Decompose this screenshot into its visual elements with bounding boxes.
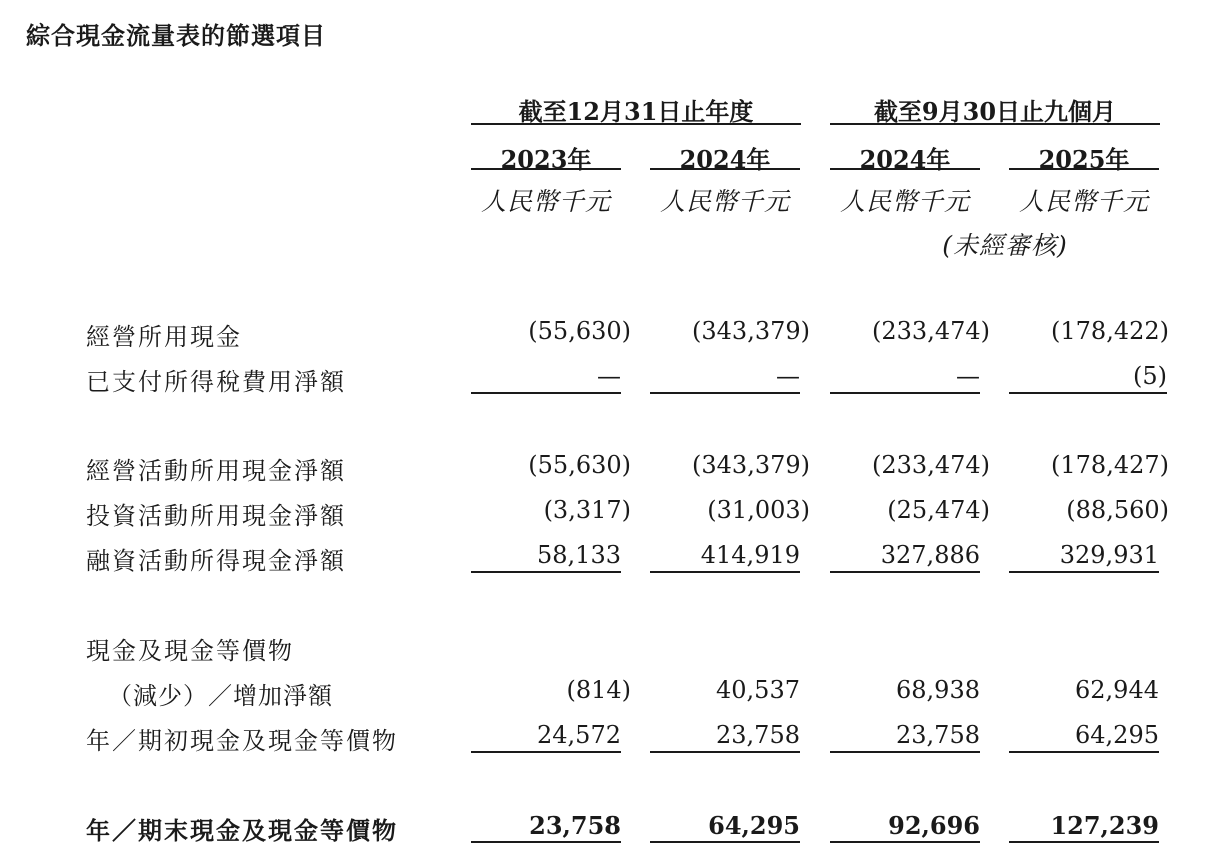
cell-value: —: [956, 362, 980, 390]
subtotal-underline: [650, 571, 800, 573]
unit-label: 人民幣千元: [1018, 187, 1149, 216]
cell-value: (31,003): [707, 496, 810, 524]
cell-value: (343,379): [692, 451, 810, 479]
cell-value: 64,295: [1075, 721, 1159, 749]
cell-value: 58,133: [537, 541, 621, 569]
year-underline: [650, 168, 800, 170]
total-underline: [830, 841, 980, 843]
unit-label: 人民幣千元: [839, 187, 970, 216]
cell-value: 24,572: [537, 721, 621, 749]
row-label: 經營活動所用現金淨額: [86, 457, 346, 485]
cell-value: —: [597, 362, 621, 390]
subtotal-underline: [471, 571, 621, 573]
group-underline: [830, 123, 1160, 125]
total-value: 64,295: [708, 811, 800, 840]
cell-value: (178,422): [1051, 317, 1169, 345]
cell-value: (88,560): [1066, 496, 1169, 524]
year-header: 2024年: [859, 145, 951, 174]
cell-value: 62,944: [1075, 676, 1159, 704]
unaudited-note: (未經審核): [942, 231, 1068, 260]
cell-value: (178,427): [1051, 451, 1169, 479]
row-label: 投資活動所用現金淨額: [86, 502, 346, 530]
subtotal-underline: [650, 392, 800, 394]
subtotal-underline: [1009, 392, 1167, 394]
cell-value: 68,938: [896, 676, 980, 704]
row-label: 已支付所得稅費用淨額: [86, 368, 346, 396]
total-underline: [650, 841, 800, 843]
unit-label: 人民幣千元: [659, 187, 790, 216]
cell-value: (25,474): [887, 496, 990, 524]
row-label: 現金及現金等價物: [86, 637, 294, 665]
total-row-label: 年／期末現金及現金等價物: [86, 816, 398, 845]
cell-value: (5): [1133, 362, 1167, 390]
subtotal-underline: [830, 571, 980, 573]
cell-value: 23,758: [716, 721, 800, 749]
subtotal-underline: [471, 392, 621, 394]
cell-value: (233,474): [872, 451, 990, 479]
group-header-full-year: 截至12月31日止年度: [518, 97, 754, 126]
cell-value: (814): [566, 676, 631, 704]
cell-value: (233,474): [872, 317, 990, 345]
year-underline: [471, 168, 621, 170]
cell-value: 23,758: [896, 721, 980, 749]
year-header: 2024年: [679, 145, 771, 174]
group-underline: [471, 123, 801, 125]
group-header-nine-months: 截至9月30日止九個月: [873, 97, 1117, 126]
subtotal-underline: [830, 751, 980, 753]
page-title: 綜合現金流量表的節選項目: [26, 21, 326, 50]
total-value: 127,239: [1050, 811, 1159, 840]
subtotal-underline: [1009, 571, 1159, 573]
year-header: 2023年: [500, 145, 592, 174]
cell-value: (55,630): [528, 451, 631, 479]
cell-value: 414,919: [700, 541, 800, 569]
year-underline: [1009, 168, 1159, 170]
year-underline: [830, 168, 980, 170]
cell-value: 327,886: [880, 541, 980, 569]
total-value: 23,758: [529, 811, 621, 840]
row-label: 經營所用現金: [86, 323, 242, 351]
cell-value: 329,931: [1059, 541, 1159, 569]
cell-value: —: [776, 362, 800, 390]
cell-value: 40,537: [716, 676, 800, 704]
unit-label: 人民幣千元: [480, 187, 611, 216]
cell-value: (55,630): [528, 317, 631, 345]
subtotal-underline: [650, 751, 800, 753]
year-header: 2025年: [1038, 145, 1130, 174]
row-label: （減少）／增加淨額: [108, 682, 333, 710]
cell-value: (3,317): [543, 496, 631, 524]
subtotal-underline: [830, 392, 980, 394]
total-underline: [1009, 841, 1159, 843]
row-label: 融資活動所得現金淨額: [86, 547, 346, 575]
total-value: 92,696: [888, 811, 980, 840]
subtotal-underline: [471, 751, 621, 753]
cell-value: (343,379): [692, 317, 810, 345]
row-label: 年／期初現金及現金等價物: [86, 727, 398, 755]
subtotal-underline: [1009, 751, 1159, 753]
total-underline: [471, 841, 621, 843]
